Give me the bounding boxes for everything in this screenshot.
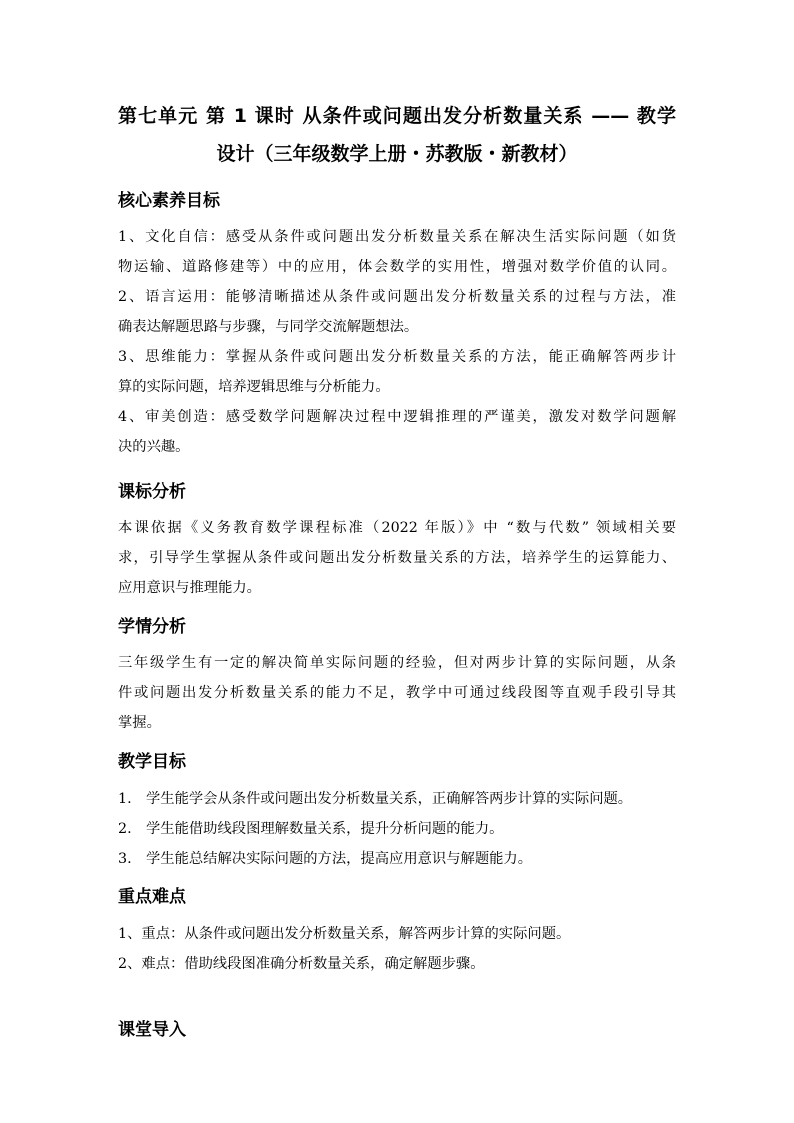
core-item-4-line-2: 决的兴趣。	[118, 439, 190, 455]
goal-number: 1.	[118, 791, 132, 807]
goal-text: 学生能借助线段图理解数量关系，提升分析问题的能力。	[146, 821, 504, 837]
heading-key-points: 重点难点	[118, 887, 186, 907]
core-literacy-list	[118, 222, 676, 462]
heading-core-literacy: 核心素养目标	[118, 191, 220, 211]
learner-paragraph	[118, 648, 676, 738]
curriculum-line-2: 求，引导学生掌握从条件或问题出发分析数量关系的方法，培养学生的运算能力、	[118, 550, 676, 566]
core-item-1-line-1: 1、文化自信：感受从条件或问题出发分析数量关系在解决生活实际问题（如货	[118, 229, 676, 245]
title-line-2: 设计（三年级数学上册・苏教版・新教材）	[216, 143, 578, 165]
core-item-2-line-1: 2、语言运用：能够清晰描述从条件或问题出发分析数量关系的过程与方法，准	[118, 289, 676, 305]
core-item-3-line-1: 3、思维能力：掌握从条件或问题出发分析数量关系的方法，能正确解答两步计	[118, 349, 676, 365]
curriculum-line-1: 本课依据《义务教育数学课程标准（2022 年版）》中 “数与代数” 领域相关要	[118, 520, 676, 536]
learner-line-3: 掌握。	[118, 715, 161, 731]
goal-number: 2.	[118, 821, 132, 837]
curriculum-line-3: 应用意识与推理能力。	[118, 580, 261, 596]
goal-item-3	[118, 844, 676, 874]
goal-item-2	[118, 814, 676, 844]
goal-number: 3.	[118, 851, 132, 867]
core-item-4-line-1: 4、审美创造：感受数学问题解决过程中逻辑推理的严谨美，激发对数学问题解	[118, 409, 676, 425]
learner-line-1: 三年级学生有一定的解决简单实际问题的经验，但对两步计算的实际问题，从条	[118, 655, 676, 671]
heading-curriculum-analysis: 课标分析	[118, 482, 186, 502]
key-point-line-2: 2、难点：借助线段图准确分析数量关系，确定解题步骤。	[118, 956, 485, 972]
title-line-1: 第七单元 第 1 课时 从条件或问题出发分析数量关系 —— 教学	[118, 105, 676, 127]
key-point-line-1: 1、重点：从条件或问题出发分析数量关系，解答两步计算的实际问题。	[118, 926, 571, 942]
core-item-3-line-2: 算的实际问题，培养逻辑思维与分析能力。	[118, 379, 390, 395]
learner-line-2: 件或问题出发分析数量关系的能力不足，教学中可通过线段图等直观手段引导其	[118, 685, 676, 701]
goal-text: 学生能总结解决实际问题的方法，提高应用意识与解题能力。	[146, 851, 533, 867]
document-title	[118, 97, 676, 173]
key-points-list	[118, 919, 676, 979]
teaching-goals-list	[118, 784, 676, 874]
heading-teaching-goals: 教学目标	[118, 752, 186, 772]
heading-learner-analysis: 学情分析	[118, 617, 186, 637]
heading-class-intro: 课堂导入	[118, 1020, 186, 1040]
core-item-2-line-2: 确表达解题思路与步骤，与同学交流解题想法。	[118, 319, 419, 335]
curriculum-paragraph	[118, 513, 676, 603]
core-item-1-line-2: 物运输、道路修建等）中的应用，体会数学的实用性，增强对数学价值的认同。	[118, 259, 676, 275]
goal-item-1	[118, 784, 676, 814]
goal-text: 学生能学会从条件或问题出发分析数量关系，正确解答两步计算的实际问题。	[146, 791, 633, 807]
